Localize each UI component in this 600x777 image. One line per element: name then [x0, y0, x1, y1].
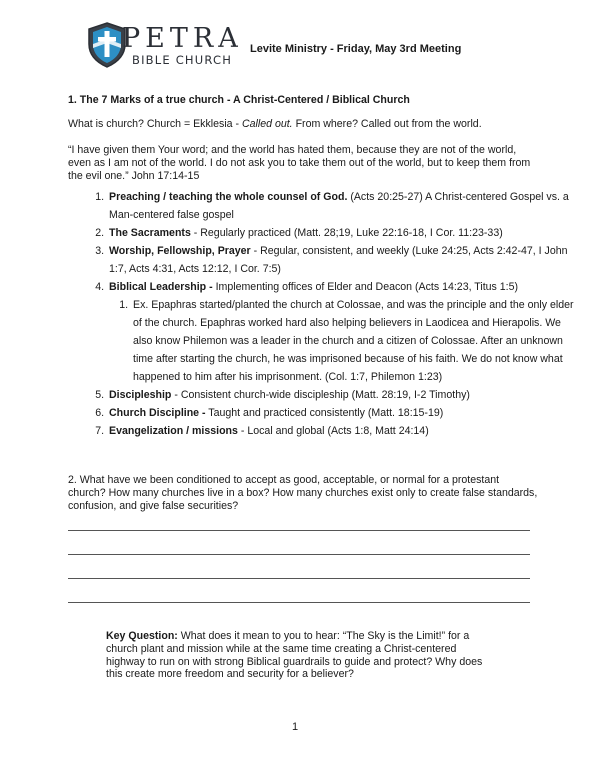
- list-item: [107, 404, 577, 422]
- mark-text: Implementing offices of Elder and Deacon (Acts 14:23, Titus 1:5): [212, 281, 519, 293]
- mark-title: Preaching / teaching the whole counsel of God.: [109, 191, 348, 203]
- intro-italic-text: Called out.: [241, 118, 293, 130]
- list-item: [107, 224, 577, 242]
- intro-paragraph: [68, 118, 538, 131]
- intro-text: What is church? Church = Ekklesia -: [68, 118, 242, 130]
- section-2-question: 2. What have we been conditioned to accept as good, acceptable, or normal for a protestant church? How many churches live in a box? How many churches exist only to create false standards, confusion, and give false securities?: [68, 474, 538, 512]
- list-item: [107, 278, 577, 386]
- logo-wordmark: PETRA: [122, 23, 243, 54]
- page-number: 1: [292, 721, 299, 733]
- answer-line: [68, 530, 530, 531]
- leadership-example-list: [109, 296, 577, 386]
- mark-text: - Local and global (Acts 1:8, Matt 24:14): [237, 425, 429, 437]
- key-question: [106, 630, 496, 681]
- key-question-label: Key Question:: [106, 630, 178, 642]
- mark-text: Taught and practiced consistently (Matt. 18:15-19): [205, 407, 444, 419]
- section-1-heading: 1. The 7 Marks of a true church - A Christ-Centered / Biblical Church: [68, 94, 410, 106]
- mark-text: - Regularly practiced (Matt. 28;19, Luke 22:16-18, I Cor. 11:23-33): [190, 227, 503, 239]
- mark-text: - Consistent church-wide discipleship (Matt. 28:19, I-2 Timothy): [171, 389, 470, 401]
- list-item: [107, 386, 577, 404]
- scripture-quote: “I have given them Your word; and the world has hated them, because they are not of the world, even as I am not of the world. I do not ask you to take them out of the world, but to keep them from the evil one.” John 17:14-15: [68, 144, 531, 182]
- mark-title: Biblical Leadership -: [109, 281, 213, 293]
- mark-text: - Regular, consistent, and weekly (Luke 24:25, Acts 2:42-47, I John 1:7, Acts 4:31, Acts 12:12, I Cor. 7:5): [109, 245, 568, 275]
- church-marks-list: [68, 188, 577, 440]
- mark-text: (Acts 20:25-27) A Christ-centered Gospel vs. a Man-centered false gospel: [109, 191, 569, 221]
- mark-title: The Sacraments: [109, 227, 191, 239]
- mark-title: Discipleship: [109, 389, 172, 401]
- logo-subtitle: BIBLE CHURCH: [132, 53, 233, 67]
- key-question-text: What does it mean to you to hear: “The Sky is the Limit!” for a church plant and mission while at the same time creating a Christ-centered highway to run on with strong Biblical guardrails to guide and protect? Why does this create more freedom and security for a believer?: [106, 630, 483, 681]
- meeting-title: Levite Ministry - Friday, May 3rd Meeting: [250, 43, 462, 55]
- list-item: [107, 422, 577, 440]
- petra-bible-church-logo: [86, 20, 243, 72]
- answer-line: [68, 602, 530, 603]
- mark-title: Worship, Fellowship, Prayer: [109, 245, 251, 257]
- mark-title: Evangelization / missions: [109, 425, 238, 437]
- list-item: [107, 242, 577, 278]
- intro-text-end: From where? Called out from the world.: [292, 118, 482, 130]
- answer-line: [68, 554, 530, 555]
- mark-title: Church Discipline -: [109, 407, 206, 419]
- list-item: 1. Ex. Epaphras started/planted the church at Colossae, and was the principle and the only elder of the church. Epaphras worked hard also helping believers in Laodicea and Hierapolis. We also know Philemon was a leader in the church and a citizen of Colossae. After an unknown time after starting the church, he was imprisoned because of his faith. We do not know what happened to him after his imprisonment. (Col. 1:7, Philemon 1:23): [131, 296, 577, 386]
- answer-line: [68, 578, 530, 579]
- list-item: [107, 188, 577, 224]
